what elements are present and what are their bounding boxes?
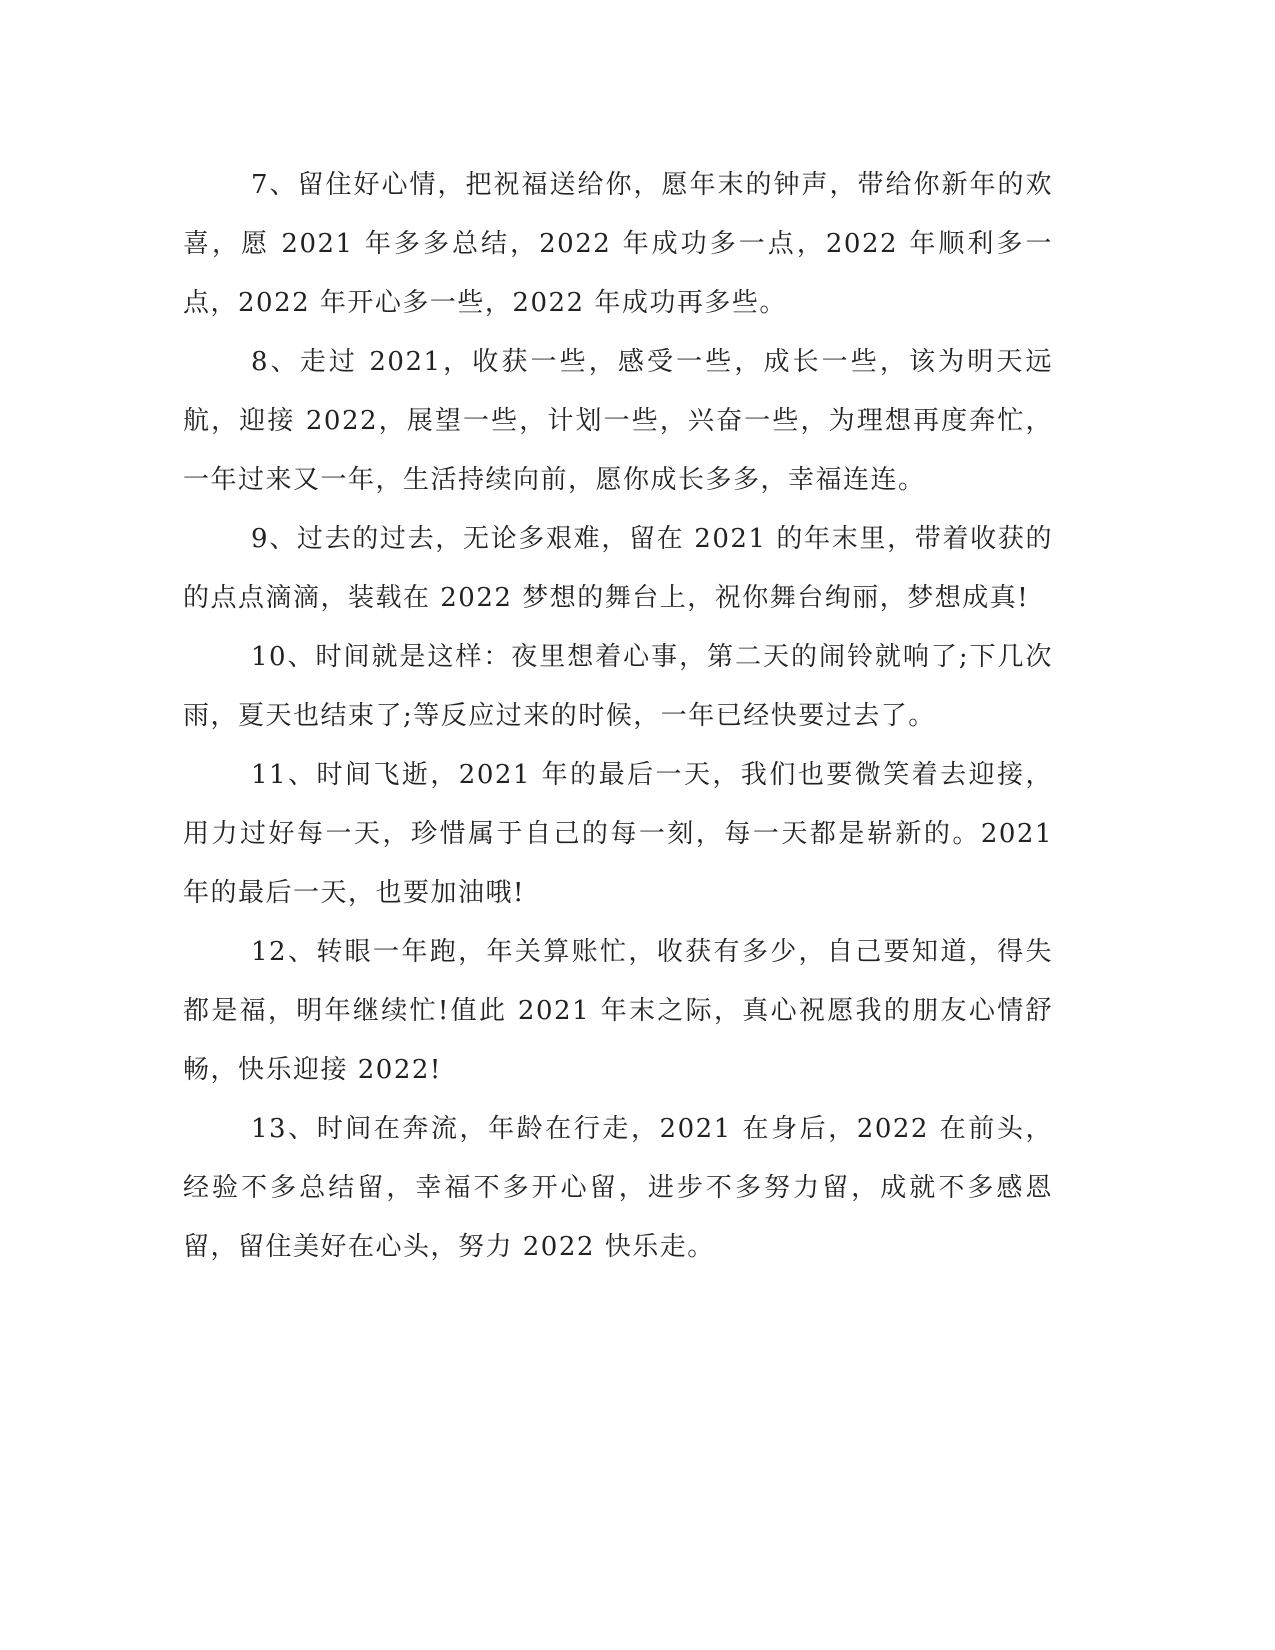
paragraph-11: 11、时间飞逝，2021 年的最后一天，我们也要微笑着去迎接，用力过好每一天，珍惜属于自己的每一刻，每一天都是崭新的。2021 年的最后一天，也要加油哦! [183,760,1053,908]
paragraph-9: 9、过去的过去，无论多艰难，留在 2021 的年末里，带着收获的的点点滴滴，装载在 2022 梦想的舞台上，祝你舞台绚丽，梦想成真! [183,524,1053,613]
paragraph-13: 13、时间在奔流，年龄在行走，2021 在身后，2022 在前头，经验不多总结留，幸福不多开心留，进步不多努力留，成就不多感恩留，留住美好在心头，努力 2022 快乐走。 [183,1114,1053,1262]
document-body [183,156,1053,1277]
paragraph-10: 10、时间就是这样：夜里想着心事，第二天的闹铃就响了;下几次雨，夏天也结束了;等反应过来的时候，一年已经快要过去了。 [183,642,1053,731]
paragraph-8: 8、走过 2021，收获一些，感受一些，成长一些，该为明天远航，迎接 2022，展望一些，计划一些，兴奋一些，为理想再度奔忙，一年过来又一年，生活持续向前，愿你成长多多，幸福连连。 [183,347,1053,495]
paragraph-7: 7、留住好心情，把祝福送给你，愿年末的钟声，带给你新年的欢喜，愿 2021 年多多总结，2022 年成功多一点，2022 年顺利多一点，2022 年开心多一些，2022 年成功再多些。 [183,170,1053,318]
paragraph-12: 12、转眼一年跑，年关算账忙，收获有多少，自己要知道，得失都是福，明年继续忙!值此 2021 年末之际，真心祝愿我的朋友心情舒畅，快乐迎接 2022! [183,937,1053,1085]
